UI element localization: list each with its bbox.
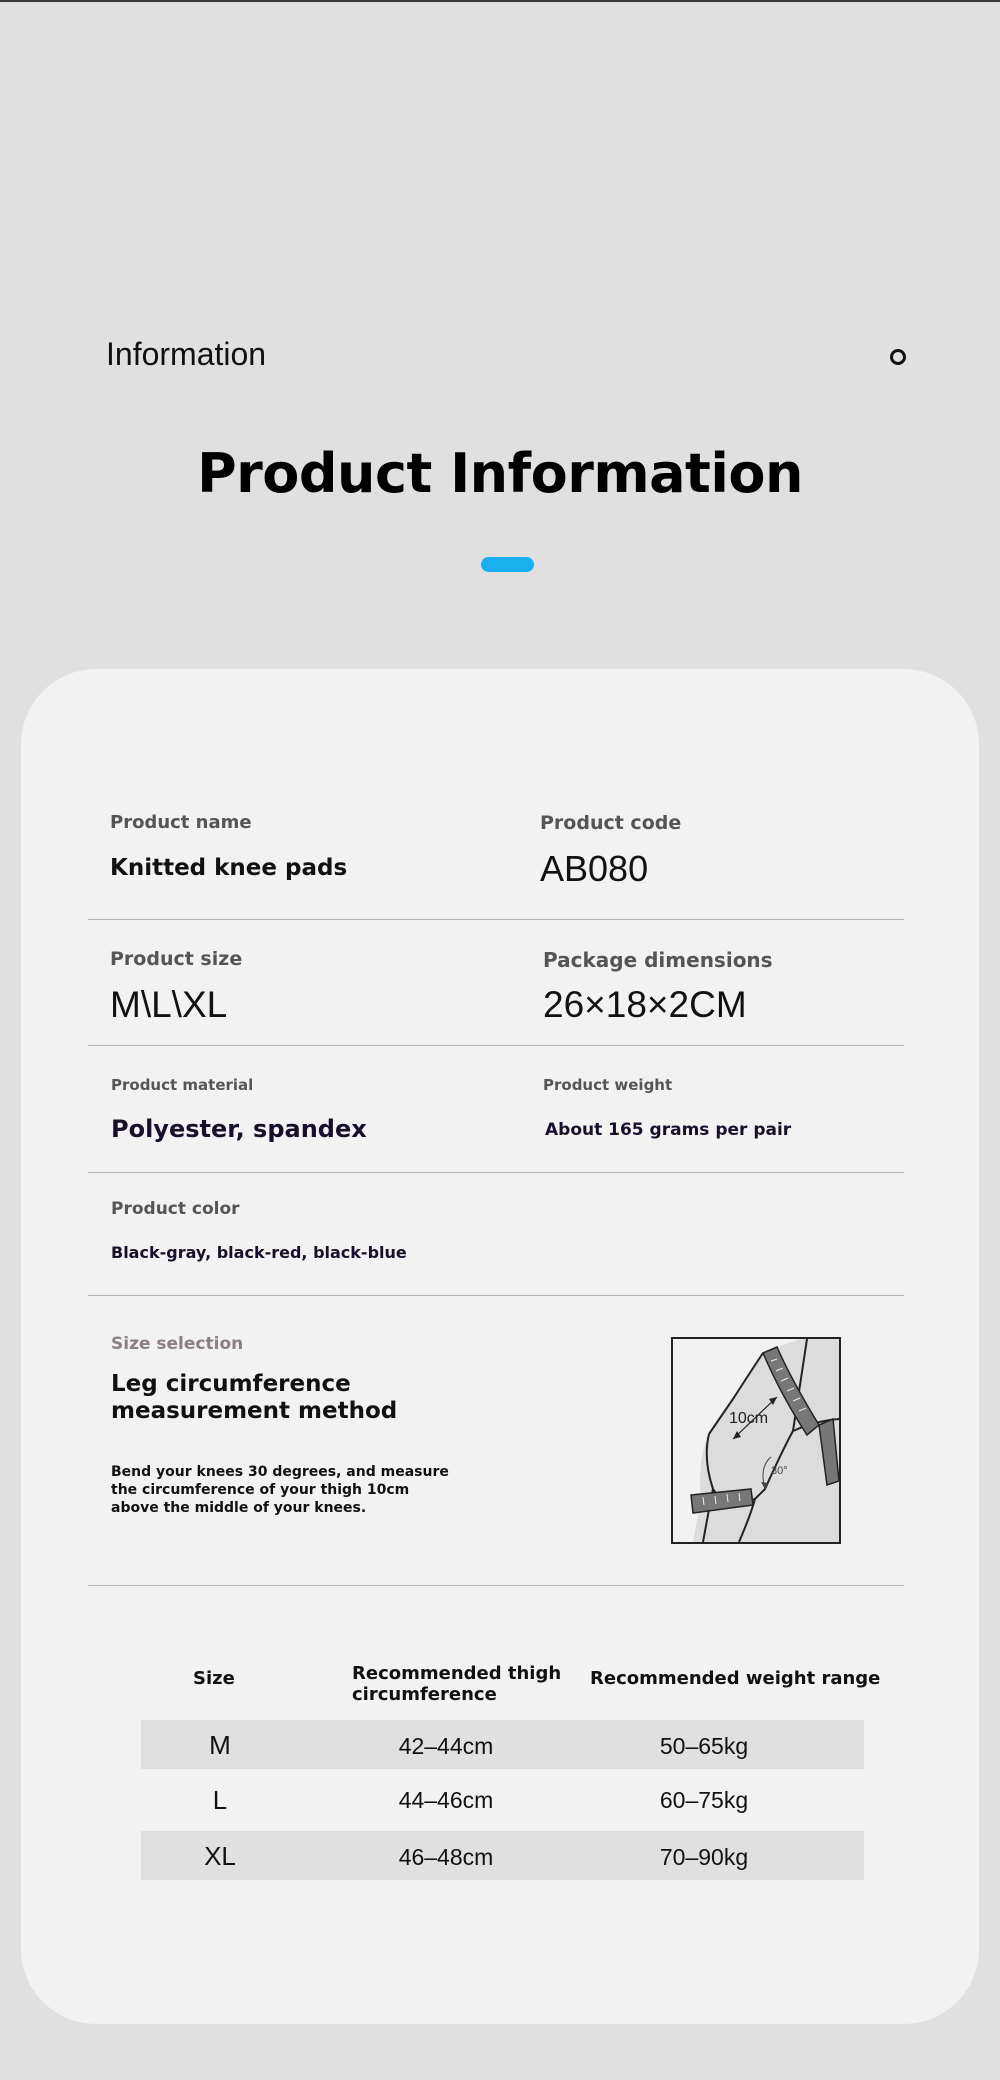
product-name-value: Knitted knee pads <box>110 855 348 881</box>
circle-icon <box>890 349 906 365</box>
table-header-size: Size <box>193 1668 235 1689</box>
measurement-desc-line1: Bend your knees 30 degrees, and measure <box>111 1464 449 1480</box>
divider <box>88 1172 904 1173</box>
product-code-label: Product code <box>540 812 682 834</box>
table-cell-size: M <box>209 1730 231 1760</box>
section-label: Information <box>106 336 267 372</box>
product-size-value: M\L\XL <box>110 984 228 1025</box>
product-material-label: Product material <box>111 1076 254 1094</box>
divider <box>88 919 904 920</box>
size-selection-label: Size selection <box>111 1334 244 1354</box>
table-cell-weight: 60–75kg <box>659 1787 749 1813</box>
page-title: Product Information <box>197 442 803 505</box>
table-header-thigh-line2: circumference <box>352 1684 497 1705</box>
package-dimensions-label: Package dimensions <box>543 948 773 972</box>
package-dimensions-value: 26×18×2CM <box>543 984 747 1025</box>
product-name-label: Product name <box>110 812 252 833</box>
divider <box>88 1045 904 1046</box>
product-color-value: Black-gray, black-red, black-blue <box>111 1243 407 1262</box>
diagram-angle-label: 30° <box>771 1465 788 1477</box>
table-cell-thigh: 44–46cm <box>398 1787 494 1813</box>
table-cell-weight: 70–90kg <box>659 1844 749 1870</box>
table-cell-thigh: 42–44cm <box>398 1733 494 1759</box>
product-size-label: Product size <box>110 948 243 970</box>
product-weight-label: Product weight <box>543 1076 673 1094</box>
diagram-distance-label: 10cm <box>729 1410 769 1427</box>
table-cell-thigh: 46–48cm <box>398 1844 494 1870</box>
knee-diagram-illustration <box>673 1339 839 1542</box>
measurement-heading-line2: measurement method <box>111 1398 398 1424</box>
table-header-weight: Recommended weight range <box>590 1668 881 1689</box>
product-material-value: Polyester, spandex <box>111 1115 367 1143</box>
measurement-heading-line1: Leg circumference <box>111 1371 351 1397</box>
divider <box>88 1585 904 1586</box>
top-border <box>0 0 1000 2</box>
table-cell-size: L <box>212 1785 228 1815</box>
table-cell-weight: 50–65kg <box>659 1733 749 1759</box>
knee-measurement-diagram <box>671 1337 841 1544</box>
measurement-desc-line3: above the middle of your knees. <box>111 1500 367 1516</box>
product-color-label: Product color <box>111 1199 240 1219</box>
divider <box>88 1295 904 1296</box>
title-accent-bar <box>481 557 534 572</box>
table-header-thigh-line1: Recommended thigh <box>352 1663 562 1684</box>
product-code-value: AB080 <box>540 848 649 889</box>
product-weight-value: About 165 grams per pair <box>545 1120 792 1140</box>
measurement-desc-line2: the circumference of your thigh 10cm <box>111 1482 410 1498</box>
table-cell-size: XL <box>204 1841 236 1871</box>
